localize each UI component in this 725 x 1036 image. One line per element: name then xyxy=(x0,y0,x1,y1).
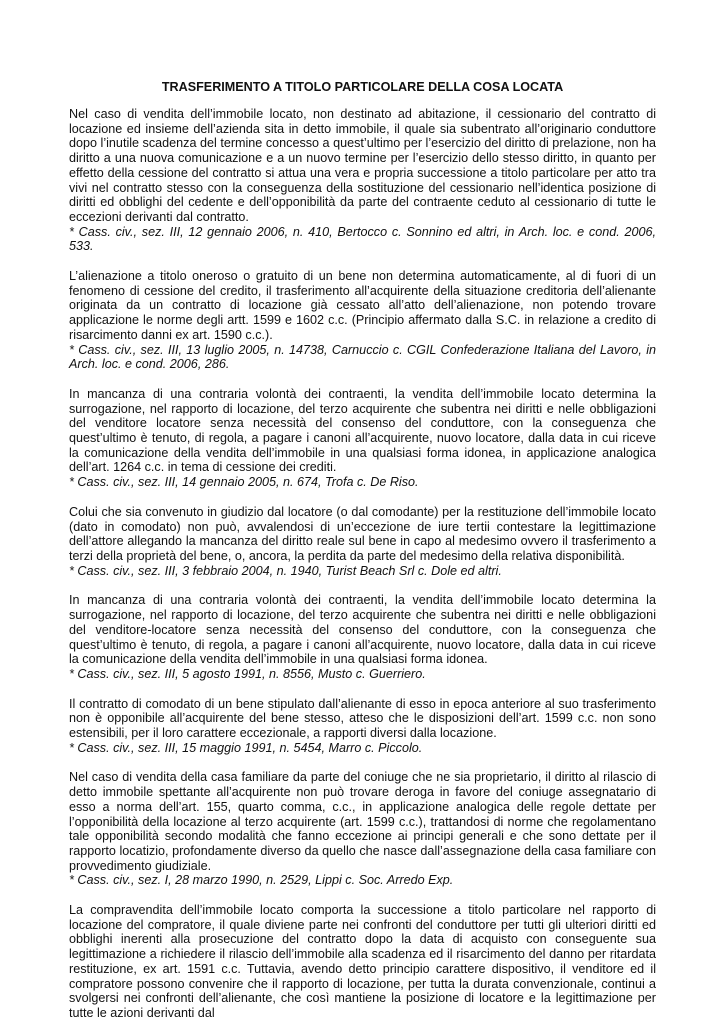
entry-text: Il contratto di comodato di un bene stipulato dall’alienante di esso in epoca anteriore al suo trasferimento non è opponibile all’acquirente del bene stesso, atteso che le disposizioni dell’art. 1599 c.c. non sono estensibili, per il loro carattere eccezionale, a rapporti diversi dalla locazione. xyxy=(69,696,656,741)
entry-citation: * Cass. civ., sez. I, 28 marzo 1990, n. 2529, Lippi c. Soc. Arredo Exp. xyxy=(69,873,454,888)
entry-2 xyxy=(69,269,656,372)
entry-citation: * Cass. civ., sez. III, 15 maggio 1991, n. 5454, Marro c. Piccolo. xyxy=(69,740,423,755)
entry-3 xyxy=(69,387,656,490)
entry-citation: * Cass. civ., sez. III, 14 gennaio 2005, n. 674, Trofa c. De Riso. xyxy=(69,475,419,490)
document-title: TRASFERIMENTO A TITOLO PARTICOLARE DELLA COSA LOCATA xyxy=(161,80,564,94)
entry-text: Nel caso di vendita della casa familiare da parte del coniuge che ne sia proprietario, il diritto al rilascio di detto immobile spettante all’acquirente non può trovare deroga in favore del coniuge assegnatario di esso a norma dell’art. 155, quarto comma, c.c., in applicazione analogica delle regole dettate per l’opponibilità della locazione al terzo acquirente (art. 1599 c.c.), trattandosi di norme che regolamentano tale opponibilità secondo modalità che fanno eccezione ai principi generali e che sono dettate per il rapporto locatizio, profondamente diverso da quello che nasce dall’assegnazione della casa familiare con provvedimento giudiziale. xyxy=(69,770,656,873)
entry-4 xyxy=(69,505,656,579)
entry-1 xyxy=(69,107,656,254)
entry-6 xyxy=(69,697,656,756)
entry-5 xyxy=(69,593,656,681)
entry-text: In mancanza di una contraria volontà dei contraenti, la vendita dell’immobile locato determina la surrogazione, nel rapporto di locazione, del terzo acquirente che subentra nei diritti e nelle obbligazioni del venditore locatore senza necessità del consenso del conduttore, con la conseguenza che quest’ultimo è tenuto, di regola, a pagare i canoni all’acquirente, nuovo locatore, dalla data in cui riceve la comunicazione della vendita dell’immobile in una qualsiasi forma idonea, in applicazione analogica dell’art. 1264 c.c. in tema di cessione dei crediti. xyxy=(69,386,656,475)
entry-text: Colui che sia convenuto in giudizio dal locatore (o dal comodante) per la restituzione dell’immobile locato (dato in comodato) non può, avvalendosi di un’eccezione de iure tertii contestare la legittimazione dell’attore allegando la mancanza del diritto reale sul bene in capo al medesimo ovvero il trasferimento a terzi della proprietà del bene, o, ancora, la perdita da parte del medesimo della relativa disponibilità. xyxy=(69,504,656,563)
entry-citation: * Cass. civ., sez. III, 3 febbraio 2004, n. 1940, Turist Beach Srl c. Dole ed altri. xyxy=(69,563,502,578)
entry-8 xyxy=(69,903,656,1021)
entry-citation: * Cass. civ., sez. III, 12 gennaio 2006, n. 410, Bertocco c. Sonnino ed altri, in Arch. loc. e cond. 2006, 533. xyxy=(69,224,656,254)
document-page xyxy=(69,80,656,1036)
entry-text: In mancanza di una contraria volontà dei contraenti, la vendita dell’immobile locato determina la surrogazione, nel rapporto di locazione, del terzo acquirente che subentra nei diritti e nelle obbligazioni del venditore-locatore senza necessità del consenso del conduttore, con la conseguenza che quest’ultimo è tenuto, di regola, a pagare i canoni all’acquirente, nuovo locatore, dalla data in cui riceve la comunicazione della vendita dell’immobile in una qualsiasi forma idonea. xyxy=(69,593,656,667)
entry-citation: * Cass. civ., sez. III, 5 agosto 1991, n. 8556, Musto c. Guerriero. xyxy=(69,666,426,681)
entry-text: La compravendita dell’immobile locato comporta la successione a titolo particolare nel rapporto di locazione del compratore, il quale diviene parte nei confronti del conduttore per tutti gli ulteriori diritti ed obblighi inerenti alla prosecuzione del contratto dopo la data di acquisto con conseguente sua legittimazione a richiedere il rilascio dell’immobile alla scadenza ed il risarcimento del danno per ritardata restituzione, ex art. 1591 c.c. Tuttavia, avendo detto principio carattere dispositivo, il venditore ed il compratore possono convenire che il rapporto di locazione, per tutta la durata convenzionale, continui a svolgersi nei confronti dell’alienante, che così mantiene la posizione di locatore e la legittimazione per tutte le azioni derivanti dal xyxy=(69,903,656,1020)
entry-citation: * Cass. civ., sez. III, 13 luglio 2005, n. 14738, Carnuccio c. CGIL Confederazione Italiana del Lavoro, in Arch. loc. e cond. 2006, 286. xyxy=(69,342,656,372)
entry-7 xyxy=(69,770,656,888)
entry-text: L’alienazione a titolo oneroso o gratuito di un bene non determina automaticamente, al di fuori di un fenomeno di cessione del credito, il trasferimento all’acquirente della situazione creditoria dell’alienante originata da un contratto di locazione già cessato all’atto dell’alienazione, non potendo trovare applicazione le norme degli artt. 1599 e 1602 c.c. (Principio affermato dalla S.C. in relazione a credito di risarcimento danni ex art. 1590 c.c.). xyxy=(69,269,656,342)
entry-text: Nel caso di vendita dell’immobile locato, non destinato ad abitazione, il cessionario del contratto di locazione ed insieme dell’azienda sita in detto immobile, il quale sia subentrato all’originario conduttore dopo l’inutile scadenza del termine concesso a quest’ultimo per l’esercizio del diritto di prelazione, non ha diritto a una nuova comunicazione e a un nuovo termine per l’esercizio dello stesso diritto, in quanto per effetto della cessione del contratto si attua una vera e propria successione a titolo particolare per atto tra vivi nel contratto stesso con la conseguenza della sostituzione del cessionario nell’identica posizione di diritti ed obblighi del cedente e dell’opponibilità da parte del contraente ceduto al cessionario di tutte le eccezioni derivanti dal contratto. xyxy=(69,107,656,224)
